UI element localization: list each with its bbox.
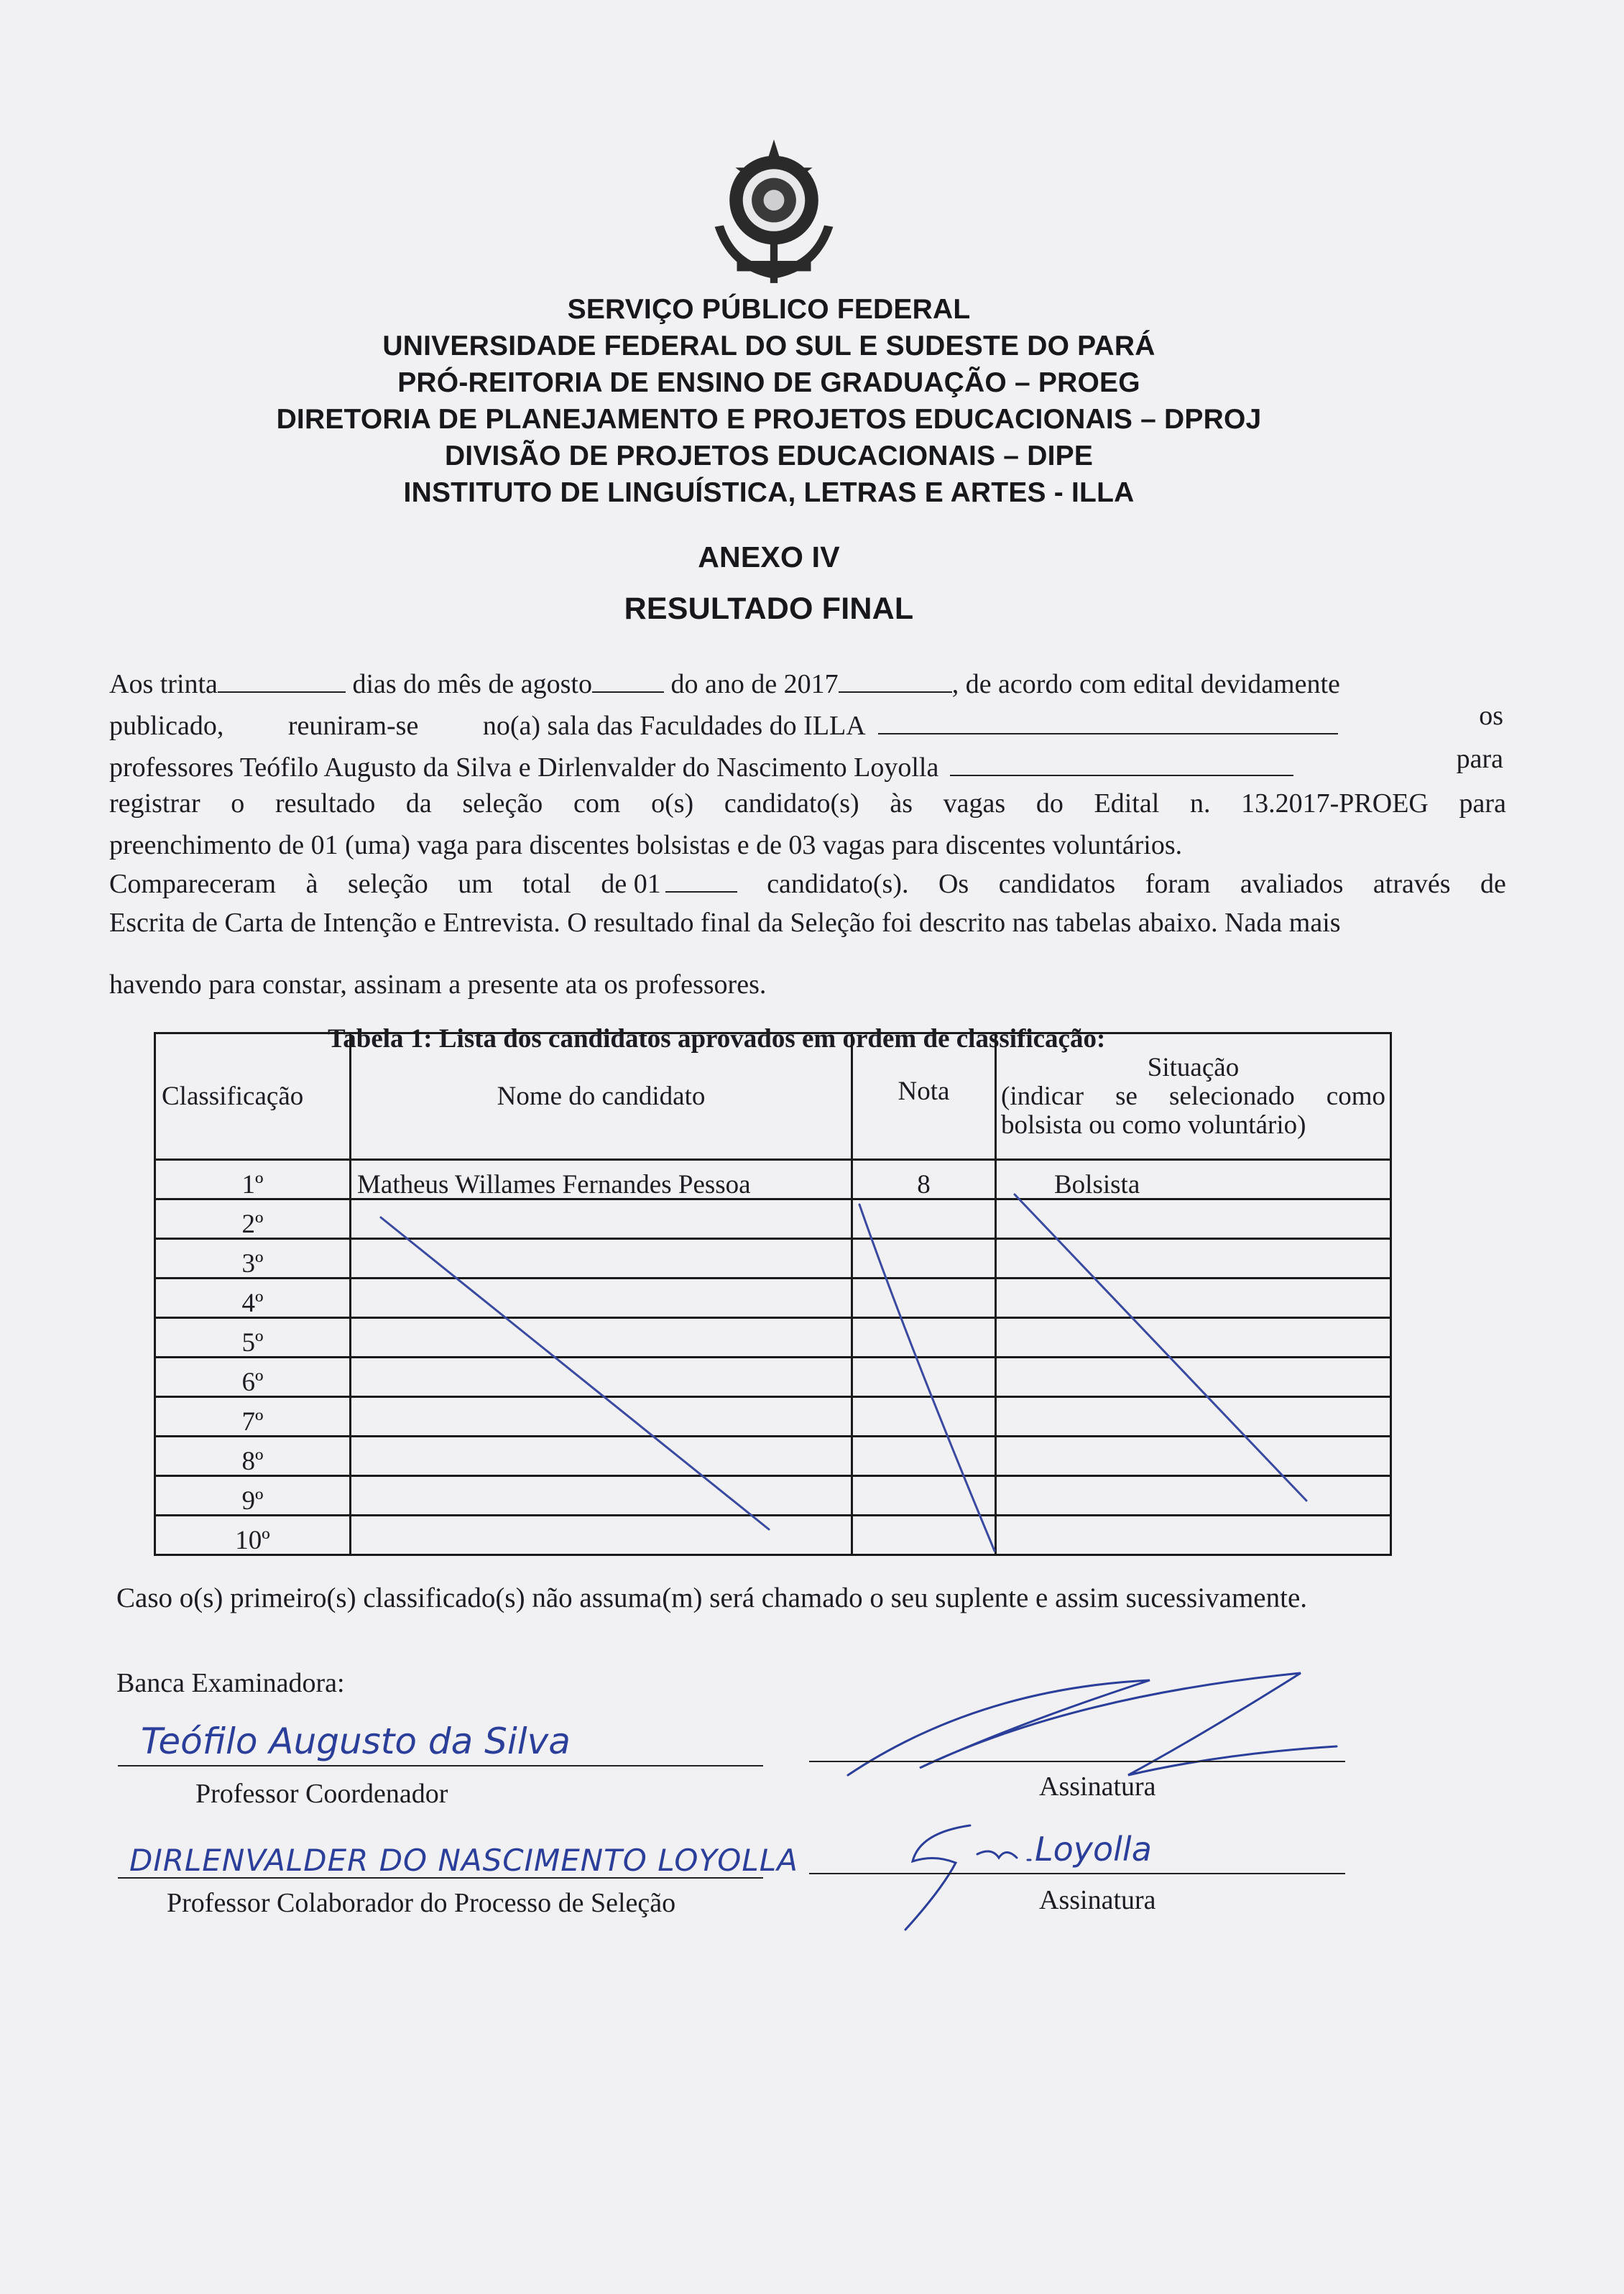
signature-line-1 <box>809 1761 1345 1762</box>
status-cell <box>996 1358 1391 1397</box>
rank-cell: 3º <box>155 1239 351 1279</box>
header-status-title: Situação <box>1147 1052 1240 1082</box>
header-line: PRÓ-REITORIA DE ENSINO DE GRADUAÇÃO – PROEG <box>397 367 1140 398</box>
name-cell <box>351 1437 852 1476</box>
text-span: através <box>1372 869 1451 899</box>
grade-cell <box>852 1516 996 1555</box>
body-line-4 <box>109 789 1506 818</box>
coordinator-role: Professor Coordenador <box>195 1779 448 1809</box>
text-span: Edital <box>1094 788 1160 819</box>
status-cell <box>996 1437 1391 1476</box>
status-cell <box>996 1397 1391 1437</box>
grade-cell <box>852 1358 996 1397</box>
table-row <box>155 1358 1391 1397</box>
text-span: reuniram-se <box>287 711 419 741</box>
name-cell <box>351 1476 852 1516</box>
body-line-3 <box>109 744 1503 783</box>
grade-cell <box>852 1476 996 1516</box>
coordinator-handwritten-name: Teófilo Augusto da Silva <box>141 1720 571 1762</box>
text-span: o(s) <box>651 788 694 819</box>
blank-line <box>950 753 1293 776</box>
grade-cell <box>852 1397 996 1437</box>
status-cell <box>996 1199 1391 1239</box>
signature-handwritten-2: Loyolla <box>1035 1830 1152 1869</box>
rank-cell: 5º <box>155 1318 351 1358</box>
text-span: seleção <box>462 788 543 819</box>
rank-cell: 10º <box>155 1516 351 1555</box>
annex-title: ANEXO IV <box>698 540 840 574</box>
table-row <box>155 1318 1391 1358</box>
text-span: professores Teófilo Augusto da Silva e Dirlenvalder do Nascimento Loyolla <box>109 752 939 783</box>
text-span: de 01 <box>601 869 661 899</box>
body-line-7: Escrita de Carta de Intenção e Entrevista. O resultado final da Seleção foi descrito nas tabelas abaixo. Nada mais <box>109 908 1341 938</box>
body-line-6 <box>109 870 1506 898</box>
results-table <box>154 1032 1392 1556</box>
name-cell <box>351 1239 852 1279</box>
body-line-8: havendo para constar, assinam a presente ata os professores. <box>109 969 767 1000</box>
table-row <box>155 1437 1391 1476</box>
coat-of-arms-seal <box>700 137 848 287</box>
grade-cell <box>852 1279 996 1318</box>
text-span: dias do mês de agosto <box>352 669 592 699</box>
blank-line <box>665 870 737 893</box>
text-span: registrar <box>109 788 200 819</box>
status-cell: Bolsista <box>996 1160 1391 1199</box>
header-line: INSTITUTO DE LINGUÍSTICA, LETRAS E ARTES - ILLA <box>403 477 1135 508</box>
document-title: RESULTADO FINAL <box>624 591 914 626</box>
text-span: vagas <box>943 788 1006 819</box>
status-cell <box>996 1476 1391 1516</box>
name-cell <box>351 1199 852 1239</box>
header-name: Nome do candidato <box>351 1033 852 1160</box>
header-status-note: (indicar se selecionado como bolsista ou como voluntário) <box>1001 1081 1385 1140</box>
signature-line-2 <box>809 1873 1345 1874</box>
text-span: um <box>458 869 493 899</box>
text-span: às <box>890 788 913 819</box>
text-span: n. <box>1189 788 1211 819</box>
header-line: UNIVERSIDADE FEDERAL DO SUL E SUDESTE DO PARÁ <box>382 331 1155 361</box>
rank-cell: 8º <box>155 1437 351 1476</box>
status-cell <box>996 1279 1391 1318</box>
collaborator-name-line <box>118 1877 763 1879</box>
rank-cell: 9º <box>155 1476 351 1516</box>
name-cell: Matheus Willames Fernandes Pessoa <box>351 1160 852 1199</box>
text-span: para <box>1459 788 1506 819</box>
rank-cell: 4º <box>155 1279 351 1318</box>
status-cell <box>996 1239 1391 1279</box>
rank-cell: 6º <box>155 1358 351 1397</box>
text-span: total <box>522 869 571 899</box>
text-span: do <box>1035 788 1064 819</box>
text-span: de <box>1480 869 1506 899</box>
text-span: o <box>231 788 245 819</box>
blank-line <box>839 670 952 693</box>
status-cell <box>996 1318 1391 1358</box>
text-span: Compareceram <box>109 869 277 899</box>
text-span: do ano de 2017 <box>670 669 839 699</box>
grade-cell <box>852 1199 996 1239</box>
text-span: foram <box>1145 869 1211 899</box>
text-span: Aos trinta <box>109 669 218 699</box>
text-span: com <box>573 788 621 819</box>
header-rank: Classificação <box>155 1033 351 1160</box>
text-span: Os <box>938 869 969 899</box>
table-row <box>155 1279 1391 1318</box>
board-label: Banca Examinadora: <box>116 1668 345 1698</box>
name-cell <box>351 1516 852 1555</box>
text-span: para <box>1456 744 1503 774</box>
table-row <box>155 1199 1391 1239</box>
text-span: candidato(s). <box>767 869 909 899</box>
status-cell <box>996 1516 1391 1555</box>
collaborator-handwritten-name: DIRLENVALDER DO NASCIMENTO LOYOLLA <box>129 1843 798 1878</box>
blank-line <box>592 670 664 693</box>
table-header-row <box>155 1033 1391 1160</box>
substitute-notice: Caso o(s) primeiro(s) classificado(s) não assuma(m) será chamado o seu suplente e assim sucessivamente. <box>116 1583 1308 1613</box>
text-span: publicado, <box>109 711 224 741</box>
grade-cell: 8 <box>852 1160 996 1199</box>
grade-cell <box>852 1437 996 1476</box>
text-span: candidato(s) <box>724 788 859 819</box>
text-span: seleção <box>347 869 428 899</box>
table-row <box>155 1476 1391 1516</box>
table-row <box>155 1160 1391 1199</box>
blank-line <box>218 670 346 693</box>
text-span: candidatos <box>998 869 1116 899</box>
signature-label-1: Assinatura <box>1039 1772 1156 1802</box>
grade-cell <box>852 1239 996 1279</box>
table-caption: Tabela 1: Lista dos candidatos aprovados em ordem de classificação: <box>328 1024 1106 1054</box>
header-line: SERVIÇO PÚBLICO FEDERAL <box>567 294 971 325</box>
header-status <box>996 1033 1391 1160</box>
header-grade: Nota <box>852 1033 996 1160</box>
rank-cell: 1º <box>155 1160 351 1199</box>
table-row <box>155 1397 1391 1437</box>
blank-line <box>878 711 1338 734</box>
table-row <box>155 1239 1391 1279</box>
coordinator-name-line <box>118 1765 763 1766</box>
body-line-5: preenchimento de 01 (uma) vaga para discentes bolsistas e de 03 vagas para discentes voluntários. <box>109 830 1183 860</box>
text-span: no(a) sala das Faculdades do ILLA <box>482 711 864 741</box>
text-span: avaliados <box>1240 869 1344 899</box>
body-line-2 <box>109 701 1503 741</box>
name-cell <box>351 1397 852 1437</box>
grade-cell <box>852 1318 996 1358</box>
collaborator-role: Professor Colaborador do Processo de Seleção <box>167 1888 676 1918</box>
body-line-1 <box>109 670 1503 699</box>
text-span: 13.2017-PROEG <box>1241 788 1429 819</box>
table-row <box>155 1516 1391 1555</box>
name-cell <box>351 1279 852 1318</box>
text-span: resultado <box>274 788 376 819</box>
text-span: , de acordo com edital devidamente <box>951 669 1340 699</box>
header-line: DIRETORIA DE PLANEJAMENTO E PROJETOS EDUCACIONAIS – DPROJ <box>276 404 1262 435</box>
name-cell <box>351 1318 852 1358</box>
rank-cell: 2º <box>155 1199 351 1239</box>
institution-header <box>0 291 1538 511</box>
text-span: à <box>305 869 318 899</box>
text-span: da <box>405 788 432 819</box>
header-line: DIVISÃO DE PROJETOS EDUCACIONAIS – DIPE <box>444 441 1094 471</box>
name-cell <box>351 1358 852 1397</box>
signature-label-2: Assinatura <box>1039 1885 1156 1915</box>
text-span: os <box>1479 701 1503 731</box>
rank-cell: 7º <box>155 1397 351 1437</box>
